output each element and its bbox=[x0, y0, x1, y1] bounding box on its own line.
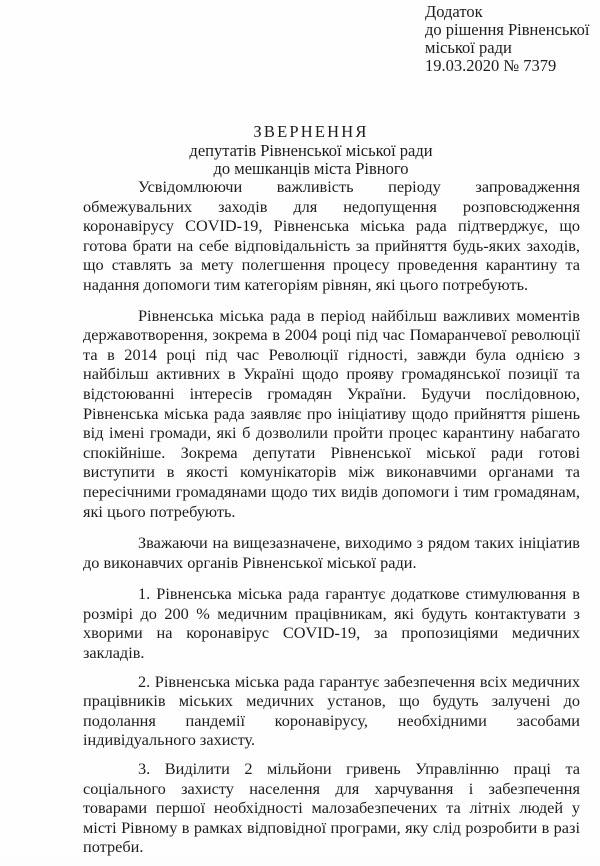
document-subtitle-authors: депутатів Рівненської міської ради bbox=[189, 140, 433, 160]
document-subtitle-addressees: до мешканців міста Рівного bbox=[213, 159, 409, 178]
initiative-item-3: 3. Виділити 2 мільйони гривень Управлінню праці та соціального захисту населення для харчування і забезпечення товарами першої необхідності малозабезпечених та літніх людей у місті Рівному в рамках відповідної програми, яку слід розробити в разі потреби. bbox=[83, 759, 580, 857]
initiative-item-1: 1. Рівненська міська рада гарантує додаткове стимулювання в розмірі до 200 % медичним працівникам, які будуть контактувати з хворими на коронавірус COVID-19, за пропозиціями медичних закладів. bbox=[83, 584, 580, 663]
annex-decision-ref: до рішення Рівненської bbox=[425, 20, 590, 39]
initiative-item-2: 2. Рівненська міська рада гарантує забезпечення всіх медичних працівників міських медичних установ, що будуть залучені до подолання пандемії коронавірусу, необхідними засобами індивідуального захисту. bbox=[83, 671, 580, 750]
annex-date-number: 19.03.2020 № 7379 bbox=[425, 56, 557, 75]
paragraph-council-history: Рівненська міська рада в період найбільш важливих моментів державотворення, зокрема в 2004 році під час Помаранчевої революції та в 2014 році під час Революції гідності, завжди була однією з найбільш активних в Україні щодо прояву громадянської позиції та відстоюванні інтересів громадян України. Будучи послідовною, Рівненська міська рада заявляє про ініціативу щодо прийняття рішень від імені громади, які б дозволили пройти процес карантину набагато спокійніше. Зокрема депутати Рівненської міської ради готові виступити в якості комунікаторів між виконавчими органами та пересічними громадянами щодо тих видів допомоги і тим громадянам, які цього потребують. bbox=[83, 305, 580, 521]
annex-label: Додаток bbox=[425, 2, 483, 21]
paragraph-awareness: Усвідомлюючи важливість періоду запровадження обмежувальних заходів для недопущення розповсюдження коронавірусу COVID-19, Рівненська міська рада підтверджує, що готова брати на себе відповідальність за прийняття будь-яких заходів, що ставлять за мету полегшення процесу проведення карантину та надання допомоги тим категоріям рівнян, які цього потребують. bbox=[83, 177, 580, 294]
document-body bbox=[83, 177, 580, 866]
document-title: ЗВЕРНЕННЯ bbox=[253, 122, 369, 141]
paragraph-initiatives-intro: Зважаючи на вищезазначене, виходимо з рядом таких ініціатив до виконавчих органів Рівненської міської ради. bbox=[83, 533, 580, 572]
annex-council: міської ради bbox=[425, 38, 512, 57]
document-heading bbox=[0, 123, 600, 179]
annex-block bbox=[425, 3, 589, 75]
